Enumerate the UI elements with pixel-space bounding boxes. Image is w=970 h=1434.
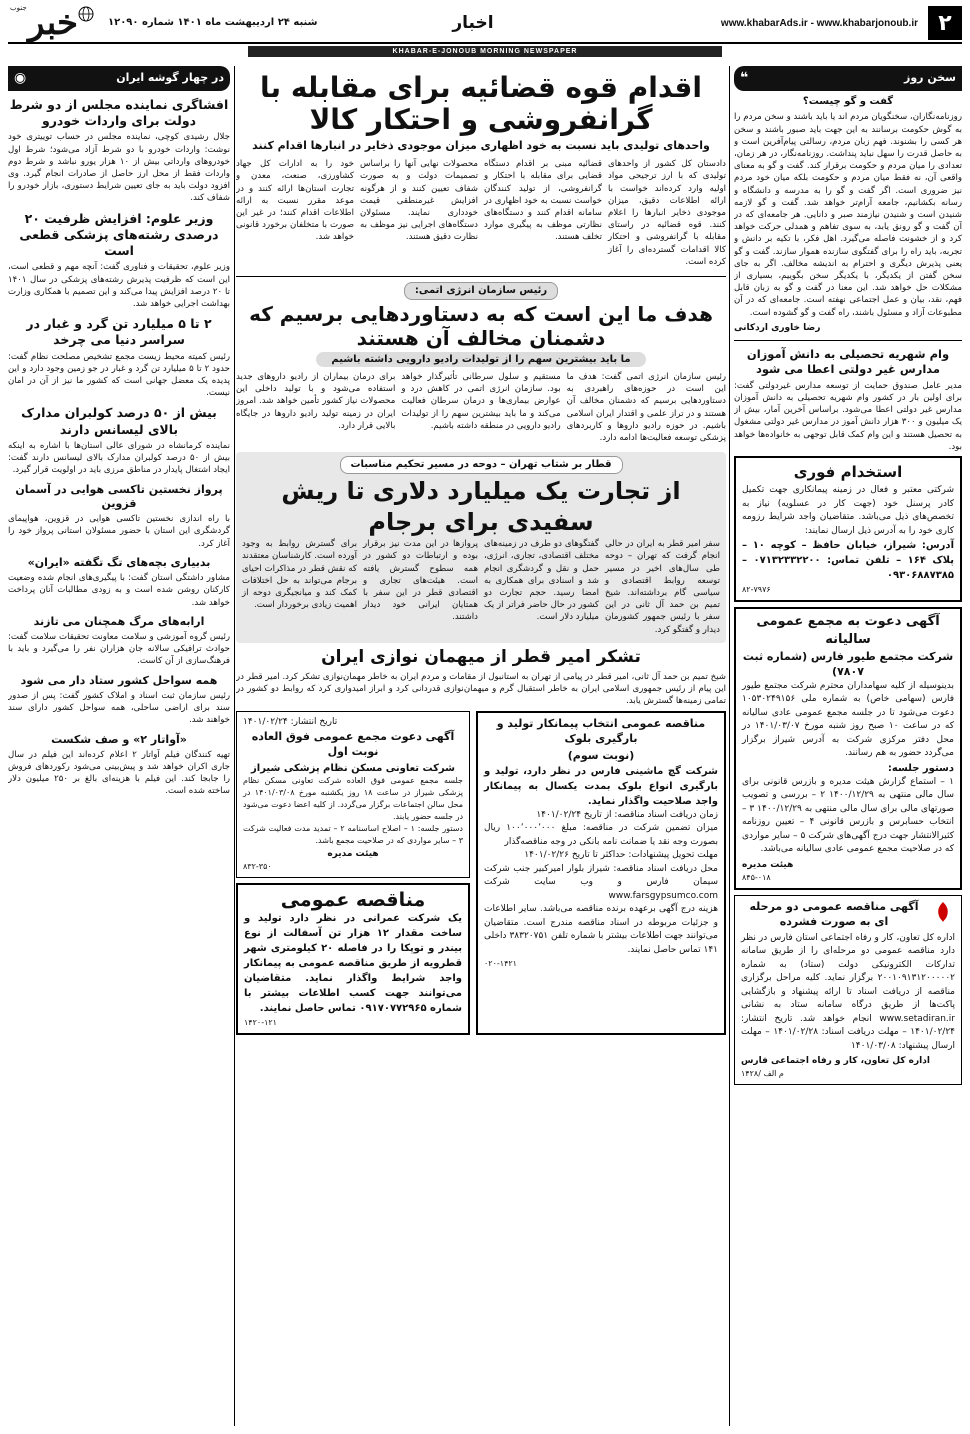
bottom-ads [236, 711, 726, 1039]
website-link[interactable]: www.khabarAds.ir - www.khabarjonoub.ir [720, 17, 918, 29]
regional-header [8, 66, 230, 91]
qatar-paragraph: گفتگوهای دو طرف در زمینه‌های مختلف اقتصادی، تجاری، انرژی، حمل و نقل و گردشگری انجام شد و اسنادی برای همکاری به امضا رسید. حجم تجارت دو کشور در حال حاضر فراتر از یک میلیارد دلار است. [484, 539, 599, 623]
block-tender-deadline: زمان دریافت اسناد مناقصه: از تاریخ ۱۴۰۱/۰۲/۲۴ [536, 809, 718, 820]
divider [734, 340, 962, 341]
qatar-paragraph: پروازها در این مدت نیز برقرار بوده و ارتباطات دو کشور در همه سطوح گسترش یافته است. هیئت‌های تجاری و اقتصادی قطر در این سفر با همتایان ایرانی خود دیدار داشتند. [363, 539, 478, 623]
assembly-agenda-title: دستور جلسه: [887, 762, 954, 774]
editorial-author: رضا خاوری اردکانی [734, 322, 821, 333]
issue-line: شنبه ۲۴ اردیبهشت ماه ۱۴۰۱ شماره ۱۲۰۹۰ [108, 17, 318, 29]
left-news-title: ارابه‌های مرگ همچنان می تازند [33, 614, 205, 628]
assembly-ad-body: بدینوسیله از کلیه سهامداران محترم شرکت مجتمع طیور فارس (سهامی خاص) به شماره ملی ۱۰۵۳۰۲۴۹۱۵۶ دعوت می‌شود تا در جلسه مجمع عمومی عادی سالیانه که در ساعت ۱۰ صبح روز شنبه مورخ ۱۴۰۱/۰۳/۰۷ در محل دفتر مرکزی شرکت به آدرس شیراز برگزار می‌گردد حضور به هم رسانند. [742, 680, 954, 759]
left-news-body: وزیر علوم، تحقیقات و فناوری گفت: آنچه مهم و قطعی است، این است که ظرفیت پذیرش رشته‌های پزشکی در سال ۱۴۰۱ تا ۲۰ درصد افزایش پیدا می‌کند و این تصمیم با همکاری وزارت بهداشت اجرایی خواهد شد. [8, 262, 230, 309]
left-news-title: پرواز نخستین تاکسی هوایی در آسمان قزوین [15, 482, 223, 510]
qatar-story [236, 452, 726, 643]
ad-code: ۸۴۵-۰۱۸ [742, 873, 771, 883]
globe-icon [78, 6, 94, 22]
atomic-paragraph: مستقیم و سلول سرطانی تأثیرگذار خواهد بود. سازمان انرژی اتمی در کاهش درد و عوارض بیماری‌ها و درمان سرطان فعالیت می‌کند و ما باید بیشترین سهم را از تولیدات رادیو دارویی در منطقه داشته باشیم. [401, 372, 561, 431]
hiring-ad-body: شرکتی معتبر و فعال در زمینه پیمانکاری جهت تکمیل کادر پرسنل خود (جهت کار در عسلویه) نیاز به تخصص‌های ذیل می‌باشد. متقاضیان واجد شرایط رزومه کاری خود را به آدرس ذیل ارسال نمایند: [742, 485, 954, 536]
news-body: مدیر عامل صندوق حمایت از توسعه مدارس غیردولتی گفت: برای اولین بار در کشور وام شهریه تحصیلی به دانش آموزان مدارس غیر دولتی اعطا می‌شود. براساس آخرین آمار، بیش از یک میلیون و ۳۰۰ هزار دانش آموز در مدارس غیر دولتی مشغول به تحصیل هستند و این وام کمک قابل توجهی به خانواده‌ها خواهد بود. [734, 380, 962, 452]
left-news-body: جلال رشیدی کوچی، نماینده مجلس در حساب توییتری خود نوشت: واردات خودرو با دو شرط آزاد می‌شود؛ شرط اول خودروهای وارداتی بیش از ۱۰ هزار یورو نباشد و شرط دوم واردات فقط از محل ارز حاصل از صادرات انجام گیرد. وی افزود دولت باید به جای تعیین شرایط دستوری، بازار خودرو را شفاف کند. [8, 132, 230, 204]
left-news-body: نماینده کرمانشاه در شورای عالی استان‌ها با اشاره به اینکه بیش از ۵۰ درصد کولبران مدارک بالای لیسانس دارند گفت: ایجاد اشتغال پایدار در مناطق مرزی باید در اولویت قرار گیرد. [8, 440, 230, 476]
left-news-body: با راه اندازی نخستین تاکسی هوایی در قزوین، هواپیمای گردشگری این استان با حضور مسئولان استانی پرواز خود را آغاز کرد. [8, 514, 230, 549]
ad-code: ۱۴۲۰-۱۲۱ [244, 1018, 277, 1027]
left-column [8, 66, 230, 1426]
right-column [734, 66, 962, 1426]
logo-subtitle: جنوب [10, 4, 27, 12]
left-news-title: همه سواحل کشور ستاد دار می شود [20, 673, 218, 687]
hiring-ad-title: استخدام فوری [793, 463, 903, 482]
qatar-headline: از تجارت یک میلیارد دلاری تا ریش سفیدی برای برجام [281, 476, 681, 536]
atomic-headline: هدف ما این است که به دستاوردهایی برسیم که دشمنان مخالف آن هستند [249, 301, 713, 350]
coop-subtitle: شرکت تعاونی مسکن نظام پزشکی شیراز [251, 762, 455, 774]
assembly-agenda: ۱ – استماع گزارش هیئت مدیره و بازرس قانونی برای سال مالی منتهی به ۱۴۰۰/۱۲/۲۹ ۲ – بررسی و تصویب صورتهای مالی برای سال مالی منتهی به ۱۴۰۰/۱۲/۲۹ ۳ – انتخاب حسابرس و بازرس قانونی ۴ – تعیین روزنامه کثیرالانتشار جهت درج آگهی‌های شرکت ۵ – سایر مواردی که در صلاحیت مجمع عمومی عادی سالیانه می‌باشد. [742, 776, 954, 855]
emblem-icon [931, 900, 955, 924]
lead-headline: اقدام قوه قضائیه برای مقابله با گرانفروشی و احتکار کالا [260, 71, 702, 137]
atomic-paragraph: برای درمان بیماران از رادیو داروهای جدید استفاده می‌شود و با تولید داخلی این محصولات نیاز کشور تأمین خواهد شد. امروز ایران در زمینه تولید رادیو داروها در جایگاه بالایی قرار دارد. [236, 372, 396, 431]
ad-code: ۱۴۲۸/ م الف [741, 1069, 784, 1079]
block-tender-body: شرکت گچ ماشینی فارس در نظر دارد، تولید و بارگیری انواع بلوک بمدت یکسال به پیمانکار واجد صلاحیت واگذار نماید. [484, 765, 718, 807]
coop-date: تاریخ انتشار: ۱۴۰۱/۰۲/۲۴ [243, 717, 338, 728]
editorial-header-label: سخن روز [904, 71, 956, 85]
qatar-body [242, 538, 720, 639]
tender-ad [734, 895, 962, 1085]
tender-ad-signature: اداره کل تعاون، کار و رفاه اجتماعی فارس [741, 1056, 930, 1067]
assembly-ad-subtitle: شرکت مجتمع طیور فارس (شماره ثبت ۷۸۰۷) [742, 650, 954, 679]
qatar-kicker: قطار بر شتاب تهران – دوحه در مسیر تحکیم مناسبات [340, 456, 623, 474]
general-tender-ad [236, 883, 470, 1035]
left-news-title: افشاگری نماینده مجلس از دو شرط دولت برای واردات خودرو [9, 96, 229, 129]
left-news-body: رئیس گروه آموزشی و سلامت معاونت تحقیقات سلامت گفت: حوادث ترافیکی سالانه جان هزاران نفر را می‌گیرد و باید با فرهنگ‌سازی از آن کاست. [8, 632, 230, 667]
left-news-body: مشاور داشتگی استان گفت: با پیگیری‌های انجام شده وضعیت کارکنان روشن شده است و به زودی مطالبات آنان پرداخت خواهد شد. [8, 573, 230, 608]
masthead [8, 4, 962, 62]
ads-stack [236, 711, 470, 1039]
left-news-title: بدبیاری بچه‌های تگ تگفته «ایران» [27, 555, 211, 569]
coop-agenda: دستور جلسه: ۱ – اصلاح اساسنامه ۲ – تمدید مدت فعالیت شرکت ۳ – سایر مواردی که در صلاحیت مجمع باشد. [243, 824, 463, 846]
left-news-title: ۲ تا ۵ میلیارد تن گرد و غبار در سراسر دنیا می چرخد [26, 316, 212, 348]
lead-subtitle: واحدهای تولیدی باید نسبت به خود اظهاری میزان موجودی ذخایر در انبارها اقدام کنند [252, 139, 710, 153]
lead-body [236, 158, 726, 271]
page-number: ۲ [928, 6, 962, 40]
tender-ad-body: اداره کل تعاون، کار و رفاه اجتماعی استان فارس در نظر دارد مناقصه عمومی دو مرحله‌ای را از طریق سامانه تدارکات الکترونیکی دولت (ستاد) به شماره ۲۰۰۱۰۹۱۳۱۲۰۰۰۰۰۲ برگزار نماید. کلیه مراحل برگزاری مناقصه از دریافت اسناد تا ارائه پیشنهاد و بازگشایی پاکت‌ها از طریق درگاه سامانه ستاد به نشانی www.setadiran.ir انجام خواهد شد. تاریخ انتشار: ۱۴۰۱/۰۲/۲۴ – مهلت دریافت اسناد: ۱۴۰۱/۰۲/۲۸ – مهلت ارسال پیشنهاد: ۱۴۰۱/۰۳/۰۸ [741, 932, 955, 1051]
hiring-ad [734, 456, 962, 602]
column-divider [234, 66, 235, 1426]
left-news-title: «آواتار ۲» و صف شکست [51, 732, 187, 746]
hiring-ad-contact: آدرس: شیراز، خیابان حافظ – کوچه ۱۰ – پلاک ۱۶۴ – تلفن تماس: ۰۷۱۳۲۳۳۲۲۰۰ – ۰۹۳۰۶۸۸۷۳۸۵ [742, 540, 954, 582]
section-title: اخبار [452, 13, 494, 33]
divider [236, 276, 726, 277]
map-pin-icon: ◉ [14, 70, 27, 86]
lead-paragraph: محصولات نهایی آنها را براساس تصمیمات دولت و به صورت شفاف تعیین کنند و از هرگونه افزایش غیرمنطقی قیمت خودداری نمایند. مسئولان دستگاه‌های اجرایی نیز موظف به نظارت دقیق هستند. [360, 159, 478, 243]
qatar-paragraph: سفر امیر قطر به ایران در حالی انجام گرفت که تهران – دوحه طی سال‌های اخیر در مسیر توسعه روابط اقتصادی و سیاسی گام برداشته‌اند. شیخ تمیم بن حمد آل ثانی در این سفر با رئیس جمهور کشورمان دیدار و گفتگو کرد. [605, 539, 720, 635]
middle-column [236, 66, 726, 1426]
left-news-body: رئیس کمیته محیط زیست مجمع تشخیص مصلحت نظام گفت: حدود ۲ تا ۵ میلیارد تن گرد و غبار در جو زمین وجود دارد و این پدیده یک معضل جهانی است که کشور ما نیز از آن در امان نیست. [8, 351, 230, 399]
column-divider [729, 66, 730, 1426]
lead-paragraph: دادستان کل کشور از واحدهای تولیدی که با ارز ترجیحی مواد اولیه وارد کرده‌اند خواست با ارائه اطلاعات دقیق، میزان موجودی ذخایر انبارها را اعلام کنند. قوه قضائیه در راستای مقابله با گرانفروشی و احتکار کالا اقدامات گسترده‌ای را آغاز کرده است. [608, 159, 726, 267]
atomic-paragraph: رئیس سازمان انرژی اتمی گفت: هدف ما این است در حوزه‌های راهبردی به دستاوردهایی برسیم که دشمنان مخالف آن هستند و در تراز علمی و اقتدار ایران اسلامی باشیم. در حوزه رادیو داروها و کاربردهای پزشکی توسعه فعالیت‌ها ادامه دارد. [566, 372, 726, 444]
coop-body: جلسه مجمع عمومی فوق العاده شرکت تعاونی مسکن نظام پزشکی شیراز در ساعت ۱۸ روز یکشنبه مورخ ۱۴۰۱/۰۳/۰۸ در محل سالن اجتماعات برگزار می‌گردد. از کلیه اعضا دعوت می‌شود در جلسه حضور یابند. [243, 776, 463, 822]
left-news-title: وزیر علوم: افزایش ظرفیت ۲۰ درصدی رشته‌های پزشکی قطعی است [19, 210, 219, 259]
ad-code: ۸۳۲-۳۵۰ [243, 862, 272, 872]
block-tender-guarantee: میزان تضمین شرکت در مناقصه: مبلغ ۱۰۰٬۰۰۰٬۰۰۰ ریال بصورت وجه نقد یا ضمانت نامه بانکی در وجه مناقصه‌گذار [484, 823, 719, 847]
coop-ad [236, 711, 470, 878]
block-tender-ad [476, 711, 726, 1034]
coop-title: آگهی دعوت مجمع عمومی فوق العاده نوبت اول [251, 729, 455, 758]
thanks-body: شیخ تمیم بن حمد آل ثانی، امیر قطر در پیامی از تهران به استانبول از مقامات و مردم ایران به خاطر مهمان‌نوازی تشکر کرد. امیر قطر در این پیام از رئیس جمهوری اسلامی ایران به خاطر استقبال گرم و میهمان‌نوازی قدردانی کرد و ابراز امیدواری کرد که روابط دو کشور در تمامی زمینه‌ها گسترش یابد. [236, 671, 726, 707]
newspaper-logo [8, 4, 98, 42]
editorial-header [734, 66, 962, 91]
general-tender-body: یک شرکت عمرانی در نظر دارد تولید و ساخت مقدار ۱۲ هزار تن آسفالت از نوع بیندر و توپکا را در فاصله ۲۰ کیلومتری شهر قطرویه از طریق مناقصه عمومی به پیمانکار واجد شرایط واگذار نماید. متقاضیان می‌توانند جهت کسب اطلاعات بیشتر با شماره ۰۹۱۷۰۷۷۲۹۶۵ تماس حاصل نمایند. [244, 913, 463, 1014]
qatar-paragraph: برای گسترش روابط به وجود آورده است. کارشناسان معتقدند که نقش قطر در مذاکرات احیای برجام می‌تواند به حل اختلافات کمک کند و میانجیگری دوحه از اهمیت زیادی برخوردار است. [242, 539, 357, 611]
assembly-ad [734, 607, 962, 890]
tender-ad-title: آگهی مناقصه عمومی دو مرحله ای به صورت فشرده [749, 899, 919, 928]
atomic-body [236, 371, 726, 447]
lead-paragraph: قضائیه مبنی بر اقدام دستگاه قضایی برای مقابله با احتکار و گرانفروشی، از تولید کنندگان خواست نسبت به خود اظهاری در سامانه اقدام کنند و دستگاه‌های نظارتی موظف به پیگیری موارد تخلف هستند. [484, 159, 602, 243]
ad-code: ۸۲-۷۹۷۶ [742, 585, 771, 595]
block-tender-round: (نوبت سوم) [567, 749, 635, 763]
left-news-body: تهیه کنندگان فیلم آواتار ۲ اعلام کرده‌اند این فیلم در سال جاری اکران خواهد شد و پیش‌بینی می‌شود رکوردهای فروش را جابجا کند. این فیلم با هزینه‌ای بالغ بر ۲۵۰ میلیون دلار ساخته شده است. [8, 749, 230, 797]
thanks-headline: تشکر امیر قطر از میهمان نوازی ایران [321, 646, 641, 667]
assembly-signature: هیئت مدیره [742, 859, 794, 870]
block-tender-address: محل دریافت اسناد مناقصه: شیراز بلوار امیرکبیر جنب شرکت سیمان فارس و وب سایت شرکت www.farsgypsumco.com [484, 863, 718, 901]
atomic-kicker: رئیس سازمان انرژی اتمی: [404, 282, 558, 300]
coop-signature: هیئت مدیره [327, 849, 379, 860]
left-news-body: رئیس سازمان ثبت اسناد و املاک کشور گفت: پس از صدور سند برای اراضی ساحلی، همه سواحل کشور دارای سند خواهند شد. [8, 690, 230, 726]
general-tender-title: مناقصه عمومی [280, 889, 426, 911]
logo-word: خبر [27, 3, 79, 43]
english-name-strip: KHABAR-E-JONOUB MORNING NEWSPAPER [248, 46, 722, 57]
editorial-body: روزنامه‌نگاران، سخنگویان مردم اند یا باید باشند و سخن مردم را به گوش حکومت برسانند به این جهت باید صبور باشند و سخن هر کسی را بشنوند. فهم زبان مردم، رسالتی پیام‌آفرین است و به حاصل قدرت را سهل نباید پنداشت. روزنامه‌نگار، در هر زمان، تعدادی را میان مردم و حکومت برقرار کند. گفت و گو به معنای واقعی آن، نه فقط میان مردم و حکومت بلکه میان خود مردم نیز ضروری است. اگر گفت و گو را به مدرسه و دانشگاه و رسانه بکشانیم، جامعه آرام‌تر خواهد شد. گفت و گو لازمه شنیدن است و شنیدن نیازمند صبر و دانایی. هر جامعه‌ای که در آن گفت و گو رونق یابد، به سوی تفاهم و همدلی حرکت خواهد کرد و از خشونت فاصله می‌گیرد. اهل فکر، با تکیه بر دانش و تجربه، باید راه را برای گفتگوی سازنده هموار سازند. گفت و گو یعنی پذیرش دیگری و احترام به اندیشه مخالف. اگر به جای سخن گفتن از یکدیگر، با یکدیگر سخن بگوییم، بسیاری از مشکلات حل خواهد شد. این معنا در گفت و گو به زبان قابل فهم، نقد، بیان و عمل اجتماعی نهفته است. جامعه‌ای که در آن مطبوعات آزاد و مسئول باشند، راه گفت و گو گشوده است. [734, 112, 962, 318]
left-news-title: بیش از ۵۰ درصد کولبران مدارک بالای لیسانس دارند [21, 405, 217, 437]
assembly-ad-title: آگهی دعوت به مجمع عمومی سالیانه [756, 614, 940, 647]
block-tender-title: مناقصه عمومی انتخاب پیمانکار تولید و بارگیری بلوک [496, 717, 706, 746]
block-tender-note: هزینه درج آگهی برعهده برنده مناقصه می‌باشد. سایر اطلاعات و جزئیات مربوطه در اسناد مناقصه مندرج است. متقاضیان می‌توانند جهت اطلاعات بیشتر با شماره تلفن ۳۸۳۲۰۷۵۱ داخلی ۱۴۱ تماس حاصل نمایند. [484, 904, 718, 955]
block-tender-submit: مهلت تحویل پیشنهادات: حداکثر تا تاریخ ۱۴۰۱/۰۲/۲۶ [524, 850, 718, 861]
editorial-title: گفت و گو چیست؟ [802, 95, 894, 107]
atomic-subtitle: ما باید بیشترین سهم را از تولیدات رادیو دارویی داشته باشیم [316, 352, 646, 368]
regional-header-label: در چهار گوشه ایران [116, 71, 224, 85]
quote-icon: ❝ [740, 70, 749, 86]
lead-paragraph: خود را به ادارات کل جهاد کشاورزی، صنعت، معدن و تجارت استان‌ها ارائه کنند و در موعد مقرر نسبت به ارائه اطلاعات اقدام کنند؛ در غیر این صورت با متخلفان برخورد قانونی خواهد شد. [236, 159, 354, 243]
ad-code: ۰۲۰-۱۴۲۱ [484, 959, 517, 969]
news-head: وام شهریه تحصیلی به دانش آموزان مدارس غیر دولتی اعطا می شود [746, 346, 950, 376]
